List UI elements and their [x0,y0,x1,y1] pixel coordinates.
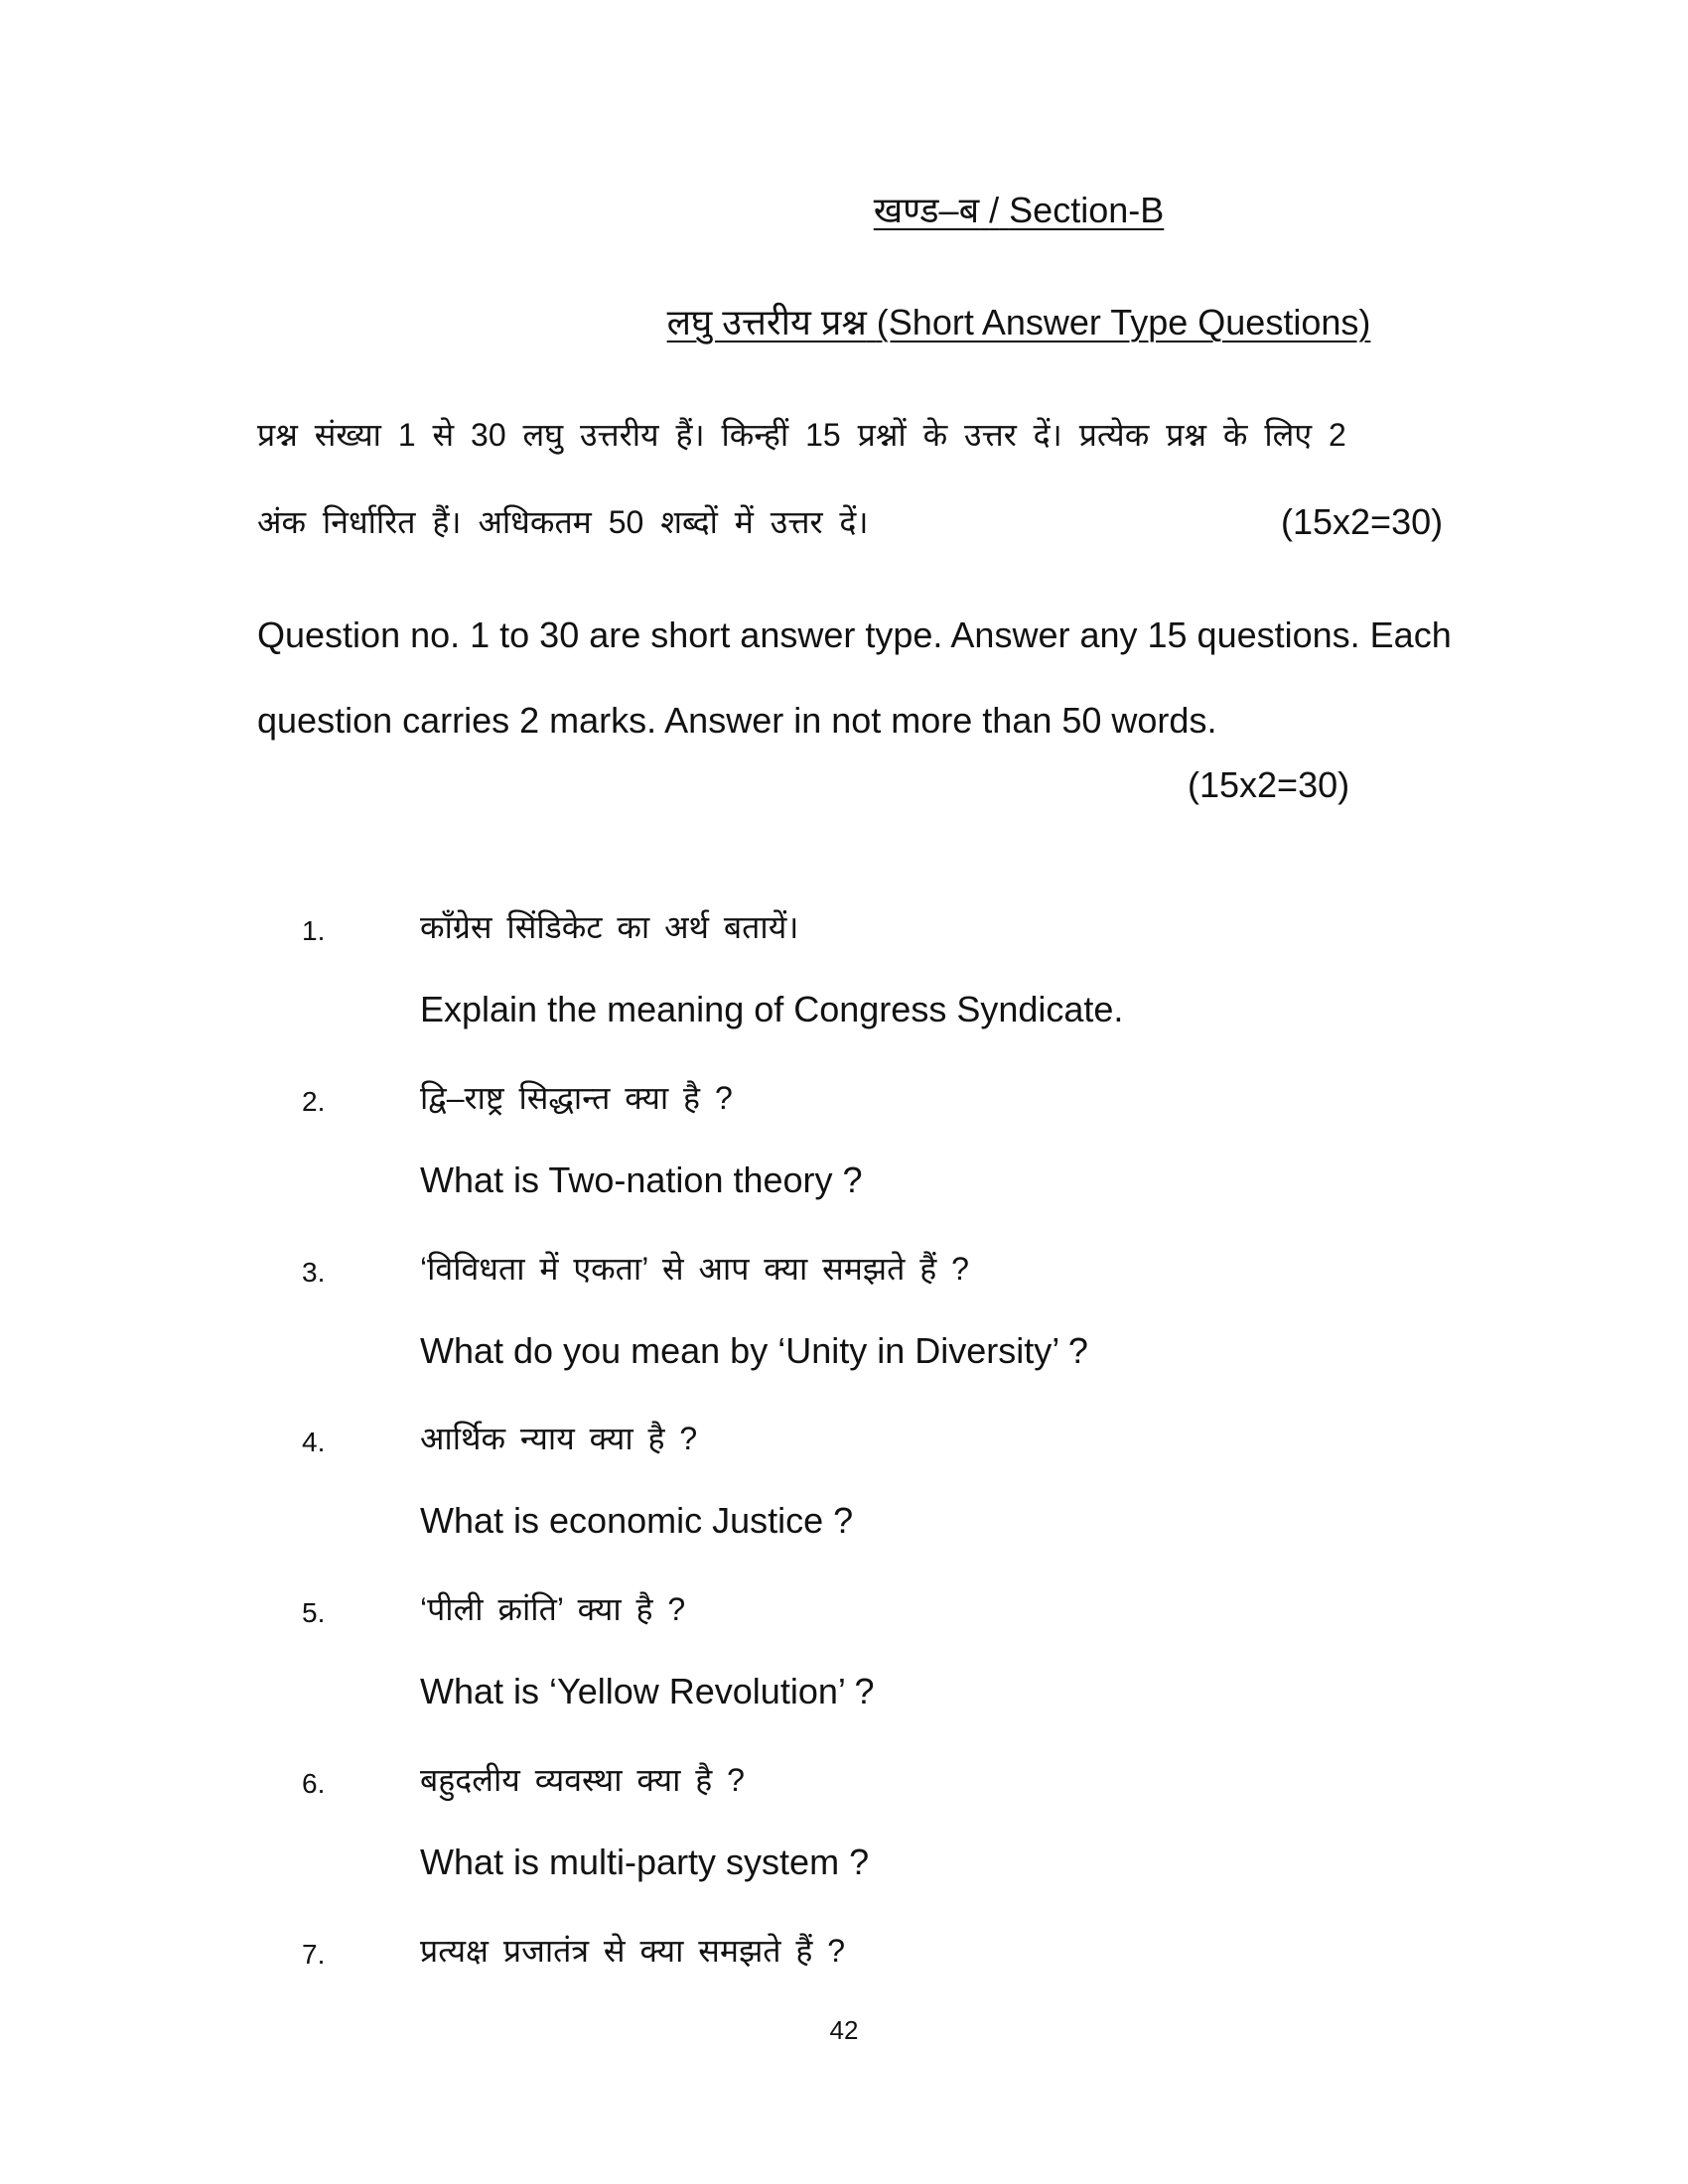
question-text-english: What is economic Justice ? [420,1500,854,1541]
question-number: 4. [302,1427,326,1457]
section-heading [175,185,1688,233]
question-text-english: Explain the meaning of Congress Syndicate. [420,989,1124,1029]
question-text-hindi: प्रत्यक्ष प्रजातंत्र से क्या समझते हैं ? [420,1933,846,1969]
question-text-english: What do you mean by ‘Unity in Diversity’ ? [420,1330,1088,1371]
question-type-english: (Short Answer Type Questions) [876,302,1371,342]
question-text-hindi: बहुदलीय व्यवस्था क्या है ? [420,1762,745,1798]
section-heading-hindi: खण्ड–ब [873,190,980,230]
question-number: 3. [302,1257,326,1288]
question-number: 2. [302,1086,326,1117]
question-text-hindi: ‘पीली क्रांति’ क्या है ? [420,1591,686,1627]
instructions-english: Question no. 1 to 30 are short answer type. Answer any 15 questions. Each question carries 2 marks. Answer in not more than 50 words. [257,614,1452,741]
marks-allocation-english: (15x2=30) [1188,764,1350,805]
question-number: 6. [302,1768,326,1799]
page-number: 42 [829,2015,859,2045]
instructions-hindi-line2: अंक निर्धारित हैं। अधिकतम 50 शब्दों में उत्तर दें। [257,504,869,540]
question-number: 5. [302,1597,326,1628]
section-heading-separator: / [989,190,1000,230]
question-text-hindi: ‘विविधता में एकता’ से आप क्या समझते हैं ? [420,1251,969,1287]
question-type-heading [175,297,1688,345]
instructions-hindi-line1: प्रश्न संख्या 1 से 30 लघु उत्तरीय हैं। किन्हीं 15 प्रश्नों के उत्तर दें। प्रत्येक प्रश्न के लिए 2 [257,417,1346,453]
question-number: 1. [302,915,326,946]
section-heading-english: Section-B [1009,190,1165,230]
question-type-hindi: लघु उत्तरीय प्रश्न [666,302,867,342]
question-text-english: What is ‘Yellow Revolution’ ? [420,1671,875,1711]
question-text-hindi: द्वि–राष्ट्र सिद्धान्त क्या है ? [420,1080,733,1116]
marks-allocation-hindi: (15x2=30) [1281,501,1444,542]
question-text-english: What is Two-nation theory ? [420,1160,863,1200]
question-number: 7. [302,1939,326,1970]
question-text-hindi: कॉंग्रेस सिंडिकेट का अर्थ बतायें। [420,909,799,945]
question-text-english: What is multi-party system ? [420,1842,870,1882]
question-text-hindi: आर्थिक न्याय क्या है ? [420,1421,698,1456]
